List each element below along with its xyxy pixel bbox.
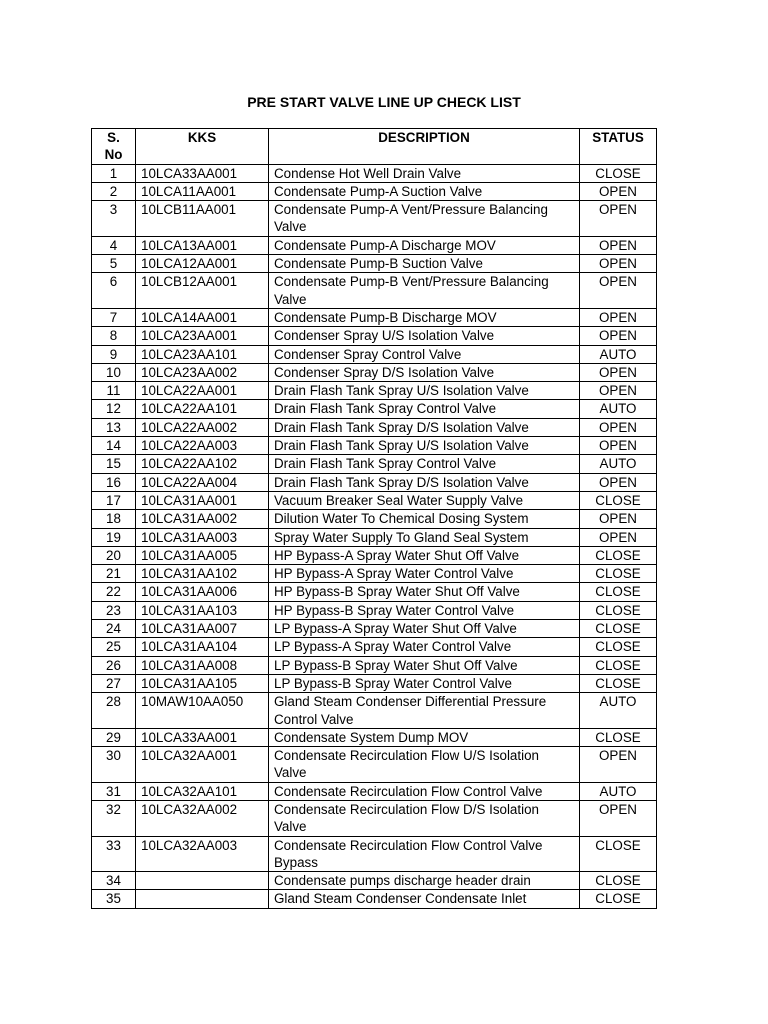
cell-status: CLOSE bbox=[580, 872, 657, 890]
table-row bbox=[92, 836, 657, 872]
cell-status: OPEN bbox=[580, 747, 657, 783]
cell-kks bbox=[136, 872, 269, 890]
cell-kks: 10LCA22AA003 bbox=[136, 437, 269, 455]
cell-kks: 10LCA22AA002 bbox=[136, 418, 269, 436]
cell-kks: 10LCA31AA006 bbox=[136, 583, 269, 601]
cell-description: LP Bypass-A Spray Water Shut Off Valve bbox=[269, 620, 580, 638]
table-row bbox=[92, 491, 657, 509]
cell-kks: 10LCA31AA105 bbox=[136, 674, 269, 692]
cell-kks: 10LCA33AA001 bbox=[136, 728, 269, 746]
cell-description: HP Bypass-B Spray Water Control Valve bbox=[269, 601, 580, 619]
table-row bbox=[92, 164, 657, 182]
cell-sno: 27 bbox=[92, 674, 136, 692]
table-row bbox=[92, 693, 657, 729]
cell-kks bbox=[136, 890, 269, 908]
cell-description: Condenser Spray U/S Isolation Valve bbox=[269, 327, 580, 345]
cell-status: AUTO bbox=[580, 400, 657, 418]
cell-kks: 10LCA31AA104 bbox=[136, 638, 269, 656]
table-row bbox=[92, 455, 657, 473]
cell-kks: 10LCA14AA001 bbox=[136, 308, 269, 326]
cell-description: Drain Flash Tank Spray D/S Isolation Valve bbox=[269, 418, 580, 436]
cell-sno: 20 bbox=[92, 546, 136, 564]
cell-kks: 10LCA12AA001 bbox=[136, 255, 269, 273]
table-row bbox=[92, 418, 657, 436]
cell-sno: 34 bbox=[92, 872, 136, 890]
cell-sno: 4 bbox=[92, 236, 136, 254]
cell-kks: 10LCA31AA002 bbox=[136, 510, 269, 528]
cell-status: AUTO bbox=[580, 345, 657, 363]
cell-kks: 10LCA32AA101 bbox=[136, 782, 269, 800]
cell-status: AUTO bbox=[580, 782, 657, 800]
cell-description: Drain Flash Tank Spray U/S Isolation Valve bbox=[269, 437, 580, 455]
cell-kks: 10LCA11AA001 bbox=[136, 182, 269, 200]
cell-kks: 10LCA22AA004 bbox=[136, 473, 269, 491]
cell-sno: 6 bbox=[92, 273, 136, 309]
cell-sno: 29 bbox=[92, 728, 136, 746]
cell-sno: 7 bbox=[92, 308, 136, 326]
cell-description: Drain Flash Tank Spray D/S Isolation Valve bbox=[269, 473, 580, 491]
table-row bbox=[92, 201, 657, 237]
cell-kks: 10LCA23AA101 bbox=[136, 345, 269, 363]
table-row bbox=[92, 728, 657, 746]
cell-description: Condensate Pump-B Discharge MOV bbox=[269, 308, 580, 326]
cell-sno: 8 bbox=[92, 327, 136, 345]
cell-sno: 23 bbox=[92, 601, 136, 619]
cell-description: LP Bypass-B Spray Water Control Valve bbox=[269, 674, 580, 692]
cell-sno: 28 bbox=[92, 693, 136, 729]
cell-description: Condensate Recirculation Flow Control Valve Bypass bbox=[269, 836, 580, 872]
table-row bbox=[92, 674, 657, 692]
cell-status: CLOSE bbox=[580, 601, 657, 619]
cell-kks: 10LCA31AA103 bbox=[136, 601, 269, 619]
cell-kks: 10LCB12AA001 bbox=[136, 273, 269, 309]
cell-kks: 10LCA32AA003 bbox=[136, 836, 269, 872]
cell-status: OPEN bbox=[580, 327, 657, 345]
cell-kks: 10LCA13AA001 bbox=[136, 236, 269, 254]
table-row bbox=[92, 782, 657, 800]
cell-description: Spray Water Supply To Gland Seal System bbox=[269, 528, 580, 546]
cell-sno: 10 bbox=[92, 363, 136, 381]
cell-status: OPEN bbox=[580, 182, 657, 200]
cell-sno: 3 bbox=[92, 201, 136, 237]
table-row bbox=[92, 546, 657, 564]
cell-description: Dilution Water To Chemical Dosing System bbox=[269, 510, 580, 528]
cell-status: CLOSE bbox=[580, 620, 657, 638]
cell-sno: 32 bbox=[92, 800, 136, 836]
cell-status: AUTO bbox=[580, 455, 657, 473]
cell-description: Condenser Spray D/S Isolation Valve bbox=[269, 363, 580, 381]
cell-description: Condensate System Dump MOV bbox=[269, 728, 580, 746]
cell-description: Gland Steam Condenser Differential Pressure Control Valve bbox=[269, 693, 580, 729]
cell-sno: 26 bbox=[92, 656, 136, 674]
cell-kks: 10LCA32AA001 bbox=[136, 747, 269, 783]
cell-status: CLOSE bbox=[580, 674, 657, 692]
table-row bbox=[92, 583, 657, 601]
cell-status: OPEN bbox=[580, 382, 657, 400]
cell-status: AUTO bbox=[580, 693, 657, 729]
cell-description: Condensate Pump-A Discharge MOV bbox=[269, 236, 580, 254]
cell-description: Condensate Pump-A Suction Valve bbox=[269, 182, 580, 200]
cell-status: CLOSE bbox=[580, 656, 657, 674]
cell-status: OPEN bbox=[580, 473, 657, 491]
cell-description: Gland Steam Condenser Condensate Inlet bbox=[269, 890, 580, 908]
cell-status: OPEN bbox=[580, 236, 657, 254]
cell-status: CLOSE bbox=[580, 565, 657, 583]
table-row bbox=[92, 565, 657, 583]
cell-status: OPEN bbox=[580, 528, 657, 546]
table-row bbox=[92, 273, 657, 309]
cell-status: OPEN bbox=[580, 308, 657, 326]
cell-description: Condensate Pump-B Suction Valve bbox=[269, 255, 580, 273]
table-row bbox=[92, 528, 657, 546]
cell-kks: 10LCA31AA102 bbox=[136, 565, 269, 583]
table-header-row bbox=[92, 129, 657, 165]
cell-kks: 10LCA31AA008 bbox=[136, 656, 269, 674]
cell-sno: 16 bbox=[92, 473, 136, 491]
cell-sno: 14 bbox=[92, 437, 136, 455]
cell-kks: 10LCA32AA002 bbox=[136, 800, 269, 836]
cell-status: OPEN bbox=[580, 255, 657, 273]
table-row bbox=[92, 327, 657, 345]
cell-description: Condensate Recirculation Flow U/S Isolation Valve bbox=[269, 747, 580, 783]
cell-status: OPEN bbox=[580, 201, 657, 237]
cell-sno: 25 bbox=[92, 638, 136, 656]
cell-sno: 18 bbox=[92, 510, 136, 528]
table-row bbox=[92, 473, 657, 491]
cell-kks: 10LCA23AA002 bbox=[136, 363, 269, 381]
cell-sno: 2 bbox=[92, 182, 136, 200]
cell-status: CLOSE bbox=[580, 638, 657, 656]
cell-status: OPEN bbox=[580, 418, 657, 436]
page-title: PRE START VALVE LINE UP CHECK LIST bbox=[247, 94, 521, 110]
cell-sno: 15 bbox=[92, 455, 136, 473]
table-row bbox=[92, 510, 657, 528]
header-kks: KKS bbox=[136, 129, 269, 165]
cell-status: OPEN bbox=[580, 510, 657, 528]
table-row bbox=[92, 363, 657, 381]
cell-description: HP Bypass-B Spray Water Shut Off Valve bbox=[269, 583, 580, 601]
cell-description: Condense Hot Well Drain Valve bbox=[269, 164, 580, 182]
cell-sno: 22 bbox=[92, 583, 136, 601]
cell-kks: 10LCA31AA003 bbox=[136, 528, 269, 546]
cell-status: OPEN bbox=[580, 800, 657, 836]
table-row bbox=[92, 800, 657, 836]
cell-description: Condensate Pump-A Vent/Pressure Balancing Valve bbox=[269, 201, 580, 237]
cell-kks: 10LCA33AA001 bbox=[136, 164, 269, 182]
cell-kks: 10LCA23AA001 bbox=[136, 327, 269, 345]
table-row bbox=[92, 345, 657, 363]
cell-description: Condensate Pump-B Vent/Pressure Balancing Valve bbox=[269, 273, 580, 309]
cell-kks: 10LCA22AA101 bbox=[136, 400, 269, 418]
header-description: DESCRIPTION bbox=[269, 129, 580, 165]
cell-description: LP Bypass-B Spray Water Shut Off Valve bbox=[269, 656, 580, 674]
table-row bbox=[92, 255, 657, 273]
cell-description: Drain Flash Tank Spray Control Valve bbox=[269, 400, 580, 418]
cell-sno: 12 bbox=[92, 400, 136, 418]
cell-kks: 10LCA31AA001 bbox=[136, 491, 269, 509]
cell-sno: 35 bbox=[92, 890, 136, 908]
cell-kks: 10LCA31AA007 bbox=[136, 620, 269, 638]
cell-sno: 33 bbox=[92, 836, 136, 872]
cell-status: CLOSE bbox=[580, 491, 657, 509]
table-row bbox=[92, 620, 657, 638]
cell-description: Condenser Spray Control Valve bbox=[269, 345, 580, 363]
cell-description: HP Bypass-A Spray Water Control Valve bbox=[269, 565, 580, 583]
table-row bbox=[92, 308, 657, 326]
cell-kks: 10LCB11AA001 bbox=[136, 201, 269, 237]
cell-status: CLOSE bbox=[580, 546, 657, 564]
cell-description: Condensate Recirculation Flow D/S Isolation Valve bbox=[269, 800, 580, 836]
table-row bbox=[92, 400, 657, 418]
cell-sno: 11 bbox=[92, 382, 136, 400]
cell-status: OPEN bbox=[580, 437, 657, 455]
valve-checklist-table bbox=[91, 128, 657, 909]
cell-sno: 1 bbox=[92, 164, 136, 182]
table-row bbox=[92, 182, 657, 200]
cell-sno: 13 bbox=[92, 418, 136, 436]
cell-status: OPEN bbox=[580, 363, 657, 381]
table-body bbox=[92, 164, 657, 908]
cell-description: Vacuum Breaker Seal Water Supply Valve bbox=[269, 491, 580, 509]
cell-kks: 10LCA31AA005 bbox=[136, 546, 269, 564]
table-row bbox=[92, 601, 657, 619]
cell-kks: 10LCA22AA102 bbox=[136, 455, 269, 473]
header-sno: S. No bbox=[92, 129, 136, 165]
table-row bbox=[92, 236, 657, 254]
table-row bbox=[92, 872, 657, 890]
cell-description: LP Bypass-A Spray Water Control Valve bbox=[269, 638, 580, 656]
cell-status: OPEN bbox=[580, 273, 657, 309]
table-row bbox=[92, 638, 657, 656]
cell-description: Drain Flash Tank Spray Control Valve bbox=[269, 455, 580, 473]
cell-description: HP Bypass-A Spray Water Shut Off Valve bbox=[269, 546, 580, 564]
table-row bbox=[92, 382, 657, 400]
cell-description: Condensate pumps discharge header drain bbox=[269, 872, 580, 890]
table-row bbox=[92, 747, 657, 783]
cell-status: CLOSE bbox=[580, 164, 657, 182]
cell-description: Condensate Recirculation Flow Control Valve bbox=[269, 782, 580, 800]
cell-kks: 10LCA22AA001 bbox=[136, 382, 269, 400]
cell-status: CLOSE bbox=[580, 583, 657, 601]
cell-status: CLOSE bbox=[580, 890, 657, 908]
cell-status: CLOSE bbox=[580, 728, 657, 746]
table-row bbox=[92, 890, 657, 908]
cell-sno: 17 bbox=[92, 491, 136, 509]
cell-description: Drain Flash Tank Spray U/S Isolation Valve bbox=[269, 382, 580, 400]
cell-sno: 21 bbox=[92, 565, 136, 583]
cell-status: CLOSE bbox=[580, 836, 657, 872]
cell-kks: 10MAW10AA050 bbox=[136, 693, 269, 729]
cell-sno: 5 bbox=[92, 255, 136, 273]
cell-sno: 30 bbox=[92, 747, 136, 783]
table-row bbox=[92, 656, 657, 674]
table-row bbox=[92, 437, 657, 455]
cell-sno: 9 bbox=[92, 345, 136, 363]
header-status: STATUS bbox=[580, 129, 657, 165]
cell-sno: 19 bbox=[92, 528, 136, 546]
cell-sno: 31 bbox=[92, 782, 136, 800]
cell-sno: 24 bbox=[92, 620, 136, 638]
